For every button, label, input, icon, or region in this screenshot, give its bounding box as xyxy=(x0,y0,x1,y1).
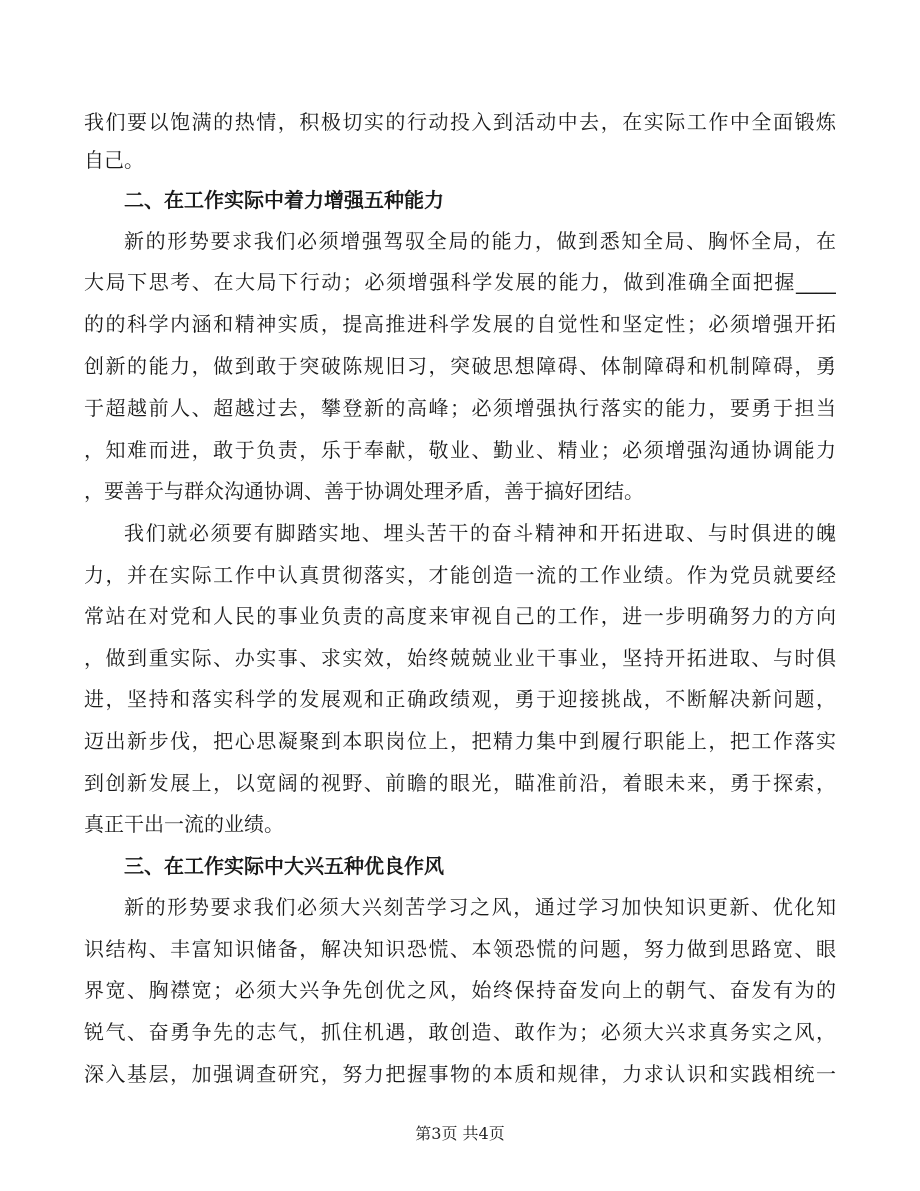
paragraph-line: 深入基层，加强调查研究，努力把握事物的本质和规律，力求认识和实践相统一 xyxy=(84,1062,836,1086)
paragraph-line: 迈出新步伐，把心思凝聚到本职岗位上，把精力集中到履行职能上，把工作落实 xyxy=(84,729,836,753)
paragraph-line: 我们就必须要有脚踏实地、埋头苦干的奋斗精神和开拓进取、与时俱进的魄 xyxy=(124,521,836,545)
paragraph-line: 到创新发展上，以宽阔的视野、前瞻的眼光，瞄准前沿，着眼未来，勇于探索， xyxy=(84,771,836,795)
paragraph-line: 常站在对党和人民的事业负责的高度来审视自己的工作，进一步明确努力的方向 xyxy=(84,604,836,628)
section-heading: 三、在工作实际中大兴五种优良作风 xyxy=(124,854,444,878)
paragraph-line: 进，坚持和落实科学的发展观和正确政绩观，勇于迎接挑战，不断解决新问题， xyxy=(84,687,836,711)
paragraph-line: 的的科学内涵和精神实质，提高推进科学发展的自觉性和坚定性；必须增强开拓 xyxy=(84,312,836,336)
paragraph-line: 自己。 xyxy=(84,148,144,172)
paragraph-line: ，要善于与群众沟通协调、善于协调处理矛盾，善于搞好团结。 xyxy=(84,479,644,503)
paragraph-line: 力，并在实际工作中认真贯彻落实，才能创造一流的工作业绩。作为党员就要经 xyxy=(84,563,836,587)
paragraph-line: 我们要以饱满的热情，积极切实的行动投入到活动中去，在实际工作中全面锻炼 xyxy=(84,110,836,134)
paragraph-line: 界宽、胸襟宽；必须大兴争先创优之风，始终保持奋发向上的朝气、奋发有为的 xyxy=(84,978,836,1002)
paragraph-line: 于超越前人、超越过去，攀登新的高峰；必须增强执行落实的能力，要勇于担当 xyxy=(84,396,836,420)
paragraph-line: ，做到重实际、办实事、求实效，始终兢兢业业干事业，坚持开拓进取、与时俱 xyxy=(84,646,836,670)
page-number: 第3页 共4页 xyxy=(415,1124,505,1143)
paragraph-line: 新的形势要求我们必须大兴刻苦学习之风，通过学习加快知识更新、优化知 xyxy=(124,895,836,919)
section-heading: 二、在工作实际中着力增强五种能力 xyxy=(124,188,444,212)
paragraph-line: 识结构、丰富知识储备，解决知识恐慌、本领恐慌的问题，努力做到思路宽、眼 xyxy=(84,937,836,961)
paragraph-line: 创新的能力，做到敢于突破陈规旧习，突破思想障碍、体制障碍和机制障碍，勇 xyxy=(84,354,836,378)
paragraph-line: 新的形势要求我们必须增强驾驭全局的能力，做到悉知全局、胸怀全局，在 xyxy=(124,229,836,253)
paragraph-line: 大局下思考、在大局下行动；必须增强科学发展的能力，做到准确全面把握____ xyxy=(84,270,836,294)
paragraph-line: ，知难而进，敢于负责，乐于奉献，敬业、勤业、精业；必须增强沟通协调能力 xyxy=(84,438,836,462)
paragraph-line: 锐气、奋勇争先的志气，抓住机遇，敢创造、敢作为；必须大兴求真务实之风， xyxy=(84,1020,836,1044)
paragraph-line: 真正干出一流的业绩。 xyxy=(84,812,284,836)
